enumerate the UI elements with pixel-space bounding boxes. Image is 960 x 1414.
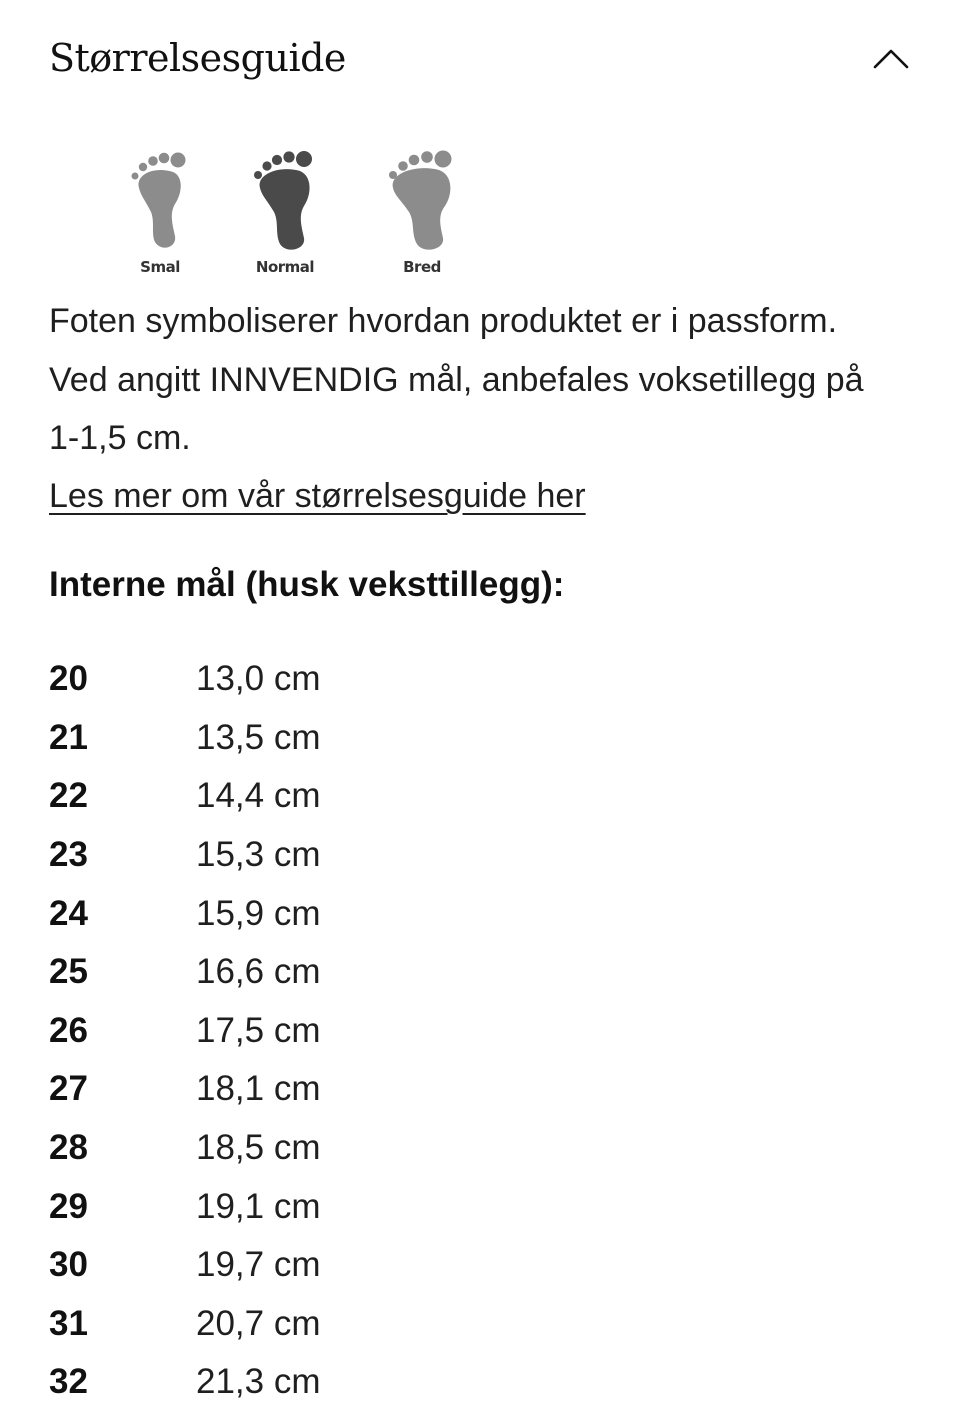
chevron-up-icon[interactable] — [869, 36, 913, 80]
length-value: 15,3 cm — [196, 835, 321, 875]
size-guide-title: Størrelsesguide — [49, 36, 346, 80]
size-table — [49, 650, 549, 1412]
table-row — [49, 1002, 549, 1061]
table-row — [49, 1295, 549, 1354]
size-value: 29 — [49, 1186, 88, 1226]
length-value: 15,9 cm — [196, 893, 321, 933]
fit-label: Smal — [140, 258, 180, 276]
length-value: 19,7 cm — [196, 1245, 321, 1285]
size-value: 22 — [49, 776, 88, 816]
table-row — [49, 943, 549, 1002]
size-value: 20 — [49, 659, 88, 699]
size-value: 26 — [49, 1010, 88, 1050]
fit-icon-normal — [245, 148, 325, 278]
table-row — [49, 1119, 549, 1178]
size-table-heading: Interne mål (husk veksttillegg): — [49, 565, 565, 604]
length-value: 14,4 cm — [196, 776, 321, 816]
table-row — [49, 826, 549, 885]
size-guide-link[interactable]: Les mer om vår størrelsesguide her — [49, 477, 586, 515]
table-row — [49, 650, 549, 709]
size-value: 27 — [49, 1069, 88, 1109]
size-guide-header[interactable] — [49, 26, 913, 90]
foot-icon — [248, 148, 322, 254]
table-row — [49, 884, 549, 943]
table-row — [49, 709, 549, 768]
size-value: 32 — [49, 1362, 88, 1402]
fit-label: Bred — [403, 258, 441, 276]
size-value: 30 — [49, 1245, 88, 1285]
fit-icons — [120, 148, 480, 278]
length-value: 21,3 cm — [196, 1362, 321, 1402]
size-value: 24 — [49, 893, 88, 933]
fit-label: Normal — [255, 258, 315, 276]
length-value: 19,1 cm — [196, 1186, 321, 1226]
foot-icon — [125, 148, 195, 254]
size-value: 23 — [49, 835, 88, 875]
length-value: 20,7 cm — [196, 1303, 321, 1343]
table-row — [49, 767, 549, 826]
table-row — [49, 1060, 549, 1119]
length-value: 13,0 cm — [196, 659, 321, 699]
table-row — [49, 1177, 549, 1236]
size-value: 28 — [49, 1128, 88, 1168]
length-value: 18,1 cm — [196, 1069, 321, 1109]
fit-icon-narrow — [120, 148, 200, 278]
size-value: 31 — [49, 1303, 88, 1343]
table-row — [49, 1353, 549, 1412]
length-value: 17,5 cm — [196, 1010, 321, 1050]
fit-description: Foten symboliserer hvordan produktet er i passform. Ved angitt INNVENDIG mål, anbefales voksetillegg på 1-1,5 cm. — [49, 302, 864, 457]
table-row — [49, 1236, 549, 1295]
fit-icon-wide — [382, 148, 462, 278]
foot-icon — [383, 148, 461, 254]
length-value: 16,6 cm — [196, 952, 321, 992]
size-value: 21 — [49, 717, 88, 757]
length-value: 13,5 cm — [196, 717, 321, 757]
length-value: 18,5 cm — [196, 1128, 321, 1168]
size-value: 25 — [49, 952, 88, 992]
